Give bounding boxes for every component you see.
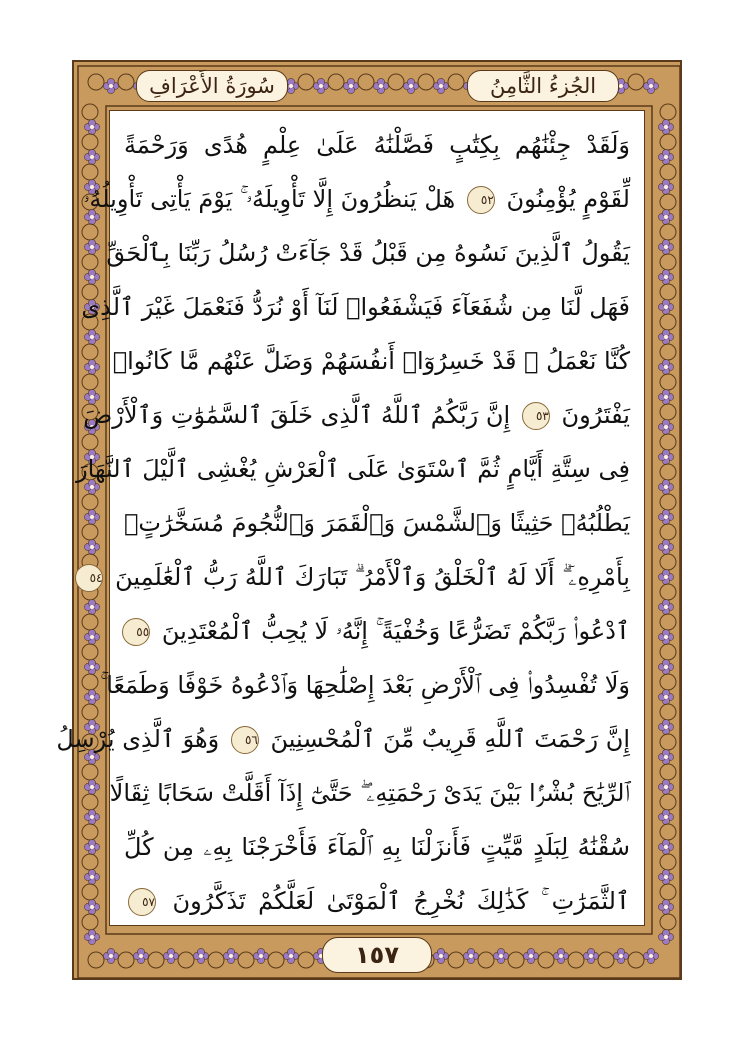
verse-text: وَلَقَدْ جِئْنَٰهُم بِكِتَٰبٍ فَصَّلْنَٰهُ عَلَىٰ عِلْمٍ هُدًى وَرَحْمَةً [124,131,630,159]
knot-ring [88,952,104,968]
flower-center [664,245,668,249]
flower-center [90,875,94,879]
flower-center [664,395,668,399]
knot-ring [660,284,676,300]
flower-center [90,665,94,669]
verse-text: ٱلثَّمَرَٰتِ ۚ كَذَٰلِكَ نُخْرِجُ ٱلْمَوْتَىٰ لَعَلَّكُمْ تَذَكَّرُونَ [172,887,630,915]
knot-ring [660,164,676,180]
knot-ring [82,614,98,630]
verse-text: سُقْنَٰهُ لِبَلَدٍ مَّيِّتٍ فَأَنزَلْنَا بِهِ ٱلْمَآءَ فَأَخْرَجْنَا بِهِۦ مِن كُلِّ [124,833,630,861]
knot-ring [448,952,464,968]
surah-title: سُورَةُ الأَعْرَافِ [136,70,288,102]
flower-center [139,954,143,958]
verse-text: ٱدْعُوا۟ رَبَّكُمْ تَضَرُّعًا وَخُفْيَةً ۚ إِنَّهُۥ لَا يُحِبُّ ٱلْمُعْتَدِينَ [161,617,630,645]
flower-center [664,215,668,219]
flower-center [589,954,593,958]
knot-ring [478,952,494,968]
flower-center [664,725,668,729]
knot-ring [298,952,314,968]
knot-ring [538,952,554,968]
flower-center [90,545,94,549]
flower-center [169,954,173,958]
flower-center [439,954,443,958]
knot-ring [660,344,676,360]
knot-ring [82,854,98,870]
knot-ring [660,614,676,630]
knot-ring [82,254,98,270]
flower-center [664,575,668,579]
flower-center [90,605,94,609]
knot-ring [568,952,584,968]
knot-ring [82,884,98,900]
verse-line [83,172,630,226]
knot-ring [660,254,676,270]
verse-line [109,766,630,820]
knot-ring [660,134,676,150]
knot-ring [660,914,676,930]
knot-ring [660,584,676,600]
flower-center [649,954,653,958]
verse-line [83,388,630,442]
flower-center [664,905,668,909]
knot-ring [660,704,676,720]
flower-center [90,275,94,279]
flower-center [664,755,668,759]
knot-ring [82,224,98,240]
knot-ring [118,952,134,968]
flower-center [664,335,668,339]
knot-ring [660,884,676,900]
knot-ring [660,404,676,420]
verse-text: إِنَّ رَحْمَتَ ٱللَّهِ قَرِيبٌ مِّنَ ٱلْمُحْسِنِينَ [270,725,630,753]
verse-text: هَلْ يَنظُرُونَ إِلَّا تَأْوِيلَهُۥ ۚ يَوْمَ يَأْتِى تَأْوِيلُهُۥ [83,185,456,213]
knot-ring [82,134,98,150]
verse-line [56,712,630,766]
ayah-number-marker: ٥٧ [128,888,156,916]
flower-center [90,635,94,639]
knot-ring [82,674,98,690]
flower-center [90,155,94,159]
flower-center [229,954,233,958]
flower-center [90,815,94,819]
verse-line [89,550,630,604]
flower-center [664,845,668,849]
verse-line [81,280,630,334]
knot-ring [508,952,524,968]
flower-center [109,84,113,88]
flower-center [529,954,533,958]
flower-center [664,185,668,189]
knot-ring [660,224,676,240]
knot-ring [88,74,104,90]
flower-center [664,695,668,699]
flower-center [664,665,668,669]
verse-text: يَفْتَرُونَ [561,401,630,429]
flower-center [664,635,668,639]
flower-center [90,245,94,249]
flower-center [664,125,668,129]
flower-center [90,515,94,519]
flower-center [90,695,94,699]
knot-ring [660,314,676,330]
knot-ring [82,644,98,660]
flower-center [649,84,653,88]
knot-ring [82,914,98,930]
flower-center [90,785,94,789]
verse-line [112,334,630,388]
verse-text: ٱلرِّيَٰحَ بُشْرًۢا بَيْنَ يَدَىْ رَحْمَتِهِۦ ۖ حَتَّىٰٓ إِذَآ أَقَلَّتْ سَحَابًا ثِقَالًا [109,779,630,807]
verse-line [100,658,630,712]
flower-center [469,954,473,958]
flower-center [664,485,668,489]
knot-ring [82,104,98,120]
verse-line [124,496,630,550]
flower-center [90,125,94,129]
knot-ring [268,952,284,968]
knot-ring [660,434,676,450]
knot-ring [660,764,676,780]
knot-ring [660,794,676,810]
flower-center [90,905,94,909]
knot-ring [82,524,98,540]
flower-center [90,365,94,369]
ayah-number-marker: ٥٢ [467,186,495,214]
flower-center [664,935,668,939]
flower-center [90,935,94,939]
knot-ring [660,674,676,690]
flower-center [90,845,94,849]
verse-line [106,226,630,280]
verse-line [124,820,630,874]
knot-ring [660,494,676,510]
knot-ring [660,854,676,870]
verse-text: وَهُوَ ٱلَّذِى يُرْسِلُ [56,725,220,753]
flower-center [664,515,668,519]
flower-center [499,954,503,958]
verse-line [124,118,630,172]
flower-center [664,875,668,879]
verse-text: بِأَمْرِهِۦٓ ۗ أَلَا لَهُ ٱلْخَلْقُ وَٱلْأَمْرُ ۗ تَبَارَكَ ٱللَّهُ رَبُّ ٱلْعَٰلَمِينَ [115,563,630,591]
flower-center [664,155,668,159]
knot-ring [628,952,644,968]
flower-center [664,605,668,609]
verse-text: فِى سِتَّةِ أَيَّامٍ ثُمَّ ٱسْتَوَىٰ عَلَى ٱلْعَرْشِ يُغْشِى ٱلَّيْلَ ٱلنَّهَارَ [76,455,630,483]
verse-text: كُنَّا نَعْمَلُ ۚ قَدْ خَسِرُوٓا۟ أَنفُسَهُمْ وَضَلَّ عَنْهُم مَّا كَانُوا۟ [112,347,630,375]
verse-text: يَطْلُبُهُۥ حَثِيثًا وَٱلشَّمْسَ وَٱلْقَمَرَ وَٱلنُّجُومَ مُسَخَّرَٰتٍۭ [124,509,630,537]
flower-center [664,815,668,819]
flower-center [259,954,263,958]
verse-text: يَقُولُ ٱلَّذِينَ نَسُوهُ مِن قَبْلُ قَدْ جَآءَتْ رُسُلُ رَبِّنَا بِٱلْحَقِّ [106,239,630,267]
verse-line [124,604,630,658]
page-number: ١٥٧ [322,937,432,973]
flower-center [109,954,113,958]
knot-ring [660,644,676,660]
flower-center [664,275,668,279]
knot-ring [238,952,254,968]
flower-center [619,954,623,958]
ayah-number-marker: ٥٣ [522,402,550,430]
verse-text: لِّقَوْمٍ يُؤْمِنُونَ [506,185,630,213]
flower-center [664,305,668,309]
knot-ring [660,374,676,390]
knot-ring [82,794,98,810]
knot-ring [148,952,164,968]
ayah-number-marker: ٥٦ [231,726,259,754]
knot-ring [82,764,98,780]
flower-center [289,954,293,958]
flower-center [559,954,563,958]
knot-ring [82,344,98,360]
knot-ring [598,952,614,968]
verse-line [76,442,630,496]
knot-ring [660,734,676,750]
knot-ring [208,952,224,968]
knot-ring [660,194,676,210]
knot-ring [660,554,676,570]
flower-center [664,785,668,789]
page-header [120,66,635,108]
flower-center [664,365,668,369]
verse-text: إِنَّ رَبَّكُمُ ٱللَّهُ ٱلَّذِى خَلَقَ ٱلسَّمَٰوَٰتِ وَٱلْأَرْضَ [83,401,511,429]
verse-text: فَهَل لَّنَا مِن شُفَعَآءَ فَيَشْفَعُوا۟ لَنَآ أَوْ نُرَدُّ فَنَعْمَلَ غَيْرَ ٱلَّذِى [81,293,630,321]
flower-center [664,455,668,459]
knot-ring [82,824,98,840]
flower-center [664,545,668,549]
ayah-number-marker: ٥٤ [75,564,103,592]
flower-center [664,425,668,429]
knot-ring [660,824,676,840]
knot-ring [660,464,676,480]
knot-ring [660,104,676,120]
verse-line [124,874,630,928]
ayah-number-marker: ٥٥ [122,618,150,646]
knot-ring [82,494,98,510]
knot-ring [178,952,194,968]
knot-ring [660,524,676,540]
juz-title: الجُزءُ الثَّامِنُ [467,70,619,102]
flower-center [199,954,203,958]
verse-text: وَلَا تُفْسِدُوا۟ فِى ٱلْأَرْضِ بَعْدَ إِصْلَٰحِهَا وَٱدْعُوهُ خَوْفًا وَطَمَعًا ۚ [100,671,630,699]
flower-center [90,335,94,339]
